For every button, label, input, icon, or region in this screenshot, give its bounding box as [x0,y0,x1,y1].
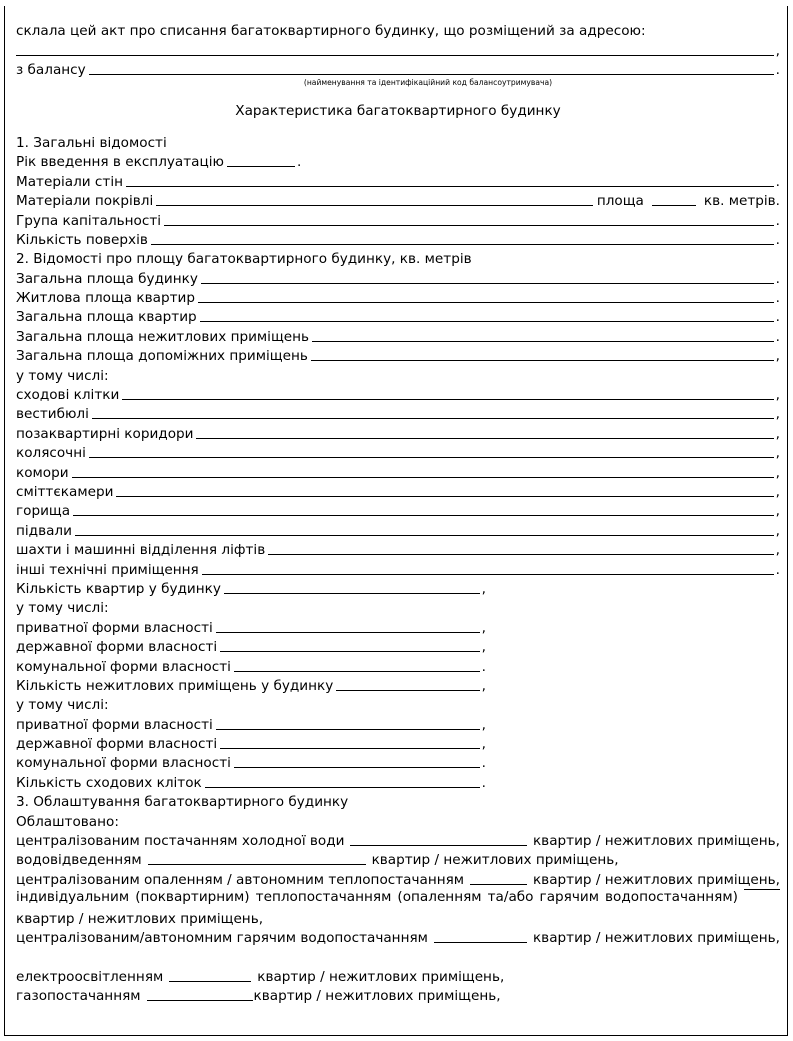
nonresidential-line: Загальна площа нежитлових приміщень . [16,328,780,345]
hot-water-field[interactable] [434,941,527,943]
gas-label: газопостачанням [16,988,141,1005]
unit-label: квартир / нежитлових приміщень, [532,871,780,888]
s1-title: 1. Загальні відомості [16,134,167,151]
nonresidential-field[interactable] [312,340,774,342]
apt-state-line: державної форми власності , [16,639,486,656]
sewer-line [16,849,780,868]
year-field[interactable] [227,165,295,167]
nonres-count-label: Кількість нежитлових приміщень у будинку [16,677,334,694]
floors-field[interactable] [151,243,774,245]
aux-item-field[interactable] [75,534,774,536]
apartments-field[interactable] [200,320,774,322]
nonres-state-field[interactable] [220,747,480,749]
nonres-count-field[interactable] [336,689,479,691]
stairs-count-line: Кількість сходових кліток . [16,774,486,791]
aux-item-row: інші технічні приміщення . [16,561,780,578]
incl-label: у тому числі: [16,697,109,714]
apt-state-field[interactable] [220,650,480,652]
heating-line [16,868,780,887]
unit-label: квартир / нежитлових приміщень, [532,833,780,850]
incl-line-3 [16,694,780,713]
apartments-line: Загальна площа квартир . [16,309,780,326]
nonres-communal-field[interactable] [234,766,480,768]
s2-title-line [16,248,780,267]
auxiliary-field[interactable] [311,359,774,361]
heating-field[interactable] [470,883,527,885]
aux-item-row: позаквартирні коридори , [16,425,780,442]
aux-item-field[interactable] [122,398,773,400]
aux-item-field[interactable] [116,495,773,497]
nonres-private-label: приватної форми власності [16,716,213,733]
section-heading: Характеристика багатоквартирного будинку [235,103,561,120]
aux-item-row: комори , [16,464,780,481]
s2-title: 2. Відомості про площу багатоквартирного будинку, кв. метрів [16,251,472,268]
living-line: Житлова площа квартир . [16,290,780,307]
nonres-private-line: приватної форми власності , [16,716,486,733]
nonres-communal-label: комунальної форми власності [16,755,231,772]
apt-communal-field[interactable] [234,670,480,672]
unit-label: квартир / нежитлових приміщень, [16,910,264,927]
aux-item-row: колясочні , [16,445,780,462]
capital-field[interactable] [164,224,774,226]
stairs-count-label: Кількість сходових кліток [16,774,202,791]
hot-water-line [16,927,780,946]
nonres-private-field[interactable] [216,728,480,730]
floors-line: Кількість поверхів . [16,231,780,248]
nonres-count-line: Кількість нежитлових приміщень у будинку , [16,677,486,694]
equipped-label: Облаштовано: [16,813,119,830]
apt-private-line: приватної форми власності , [16,619,486,636]
nonres-state-line: державної форми власності , [16,736,486,753]
aux-item-field[interactable] [202,573,774,575]
cold-water-label: централізованим постачанням холодної води [16,833,345,850]
aux-item-row: горища , [16,503,780,520]
aux-item-field[interactable] [72,476,774,478]
hot-water-label: централізованим/автономним гарячим водопостачанням [16,929,428,946]
apt-communal-line: комунальної форми власності . [16,658,486,675]
walls-label: Матеріали стін [16,173,123,190]
aux-item-label: вестибюлі [16,406,89,423]
individual-field[interactable] [744,888,780,890]
auxiliary-line: Загальна площа допоміжних приміщень , [16,348,780,365]
address-field[interactable] [16,54,774,56]
individual-unit-line [16,907,780,926]
s3-title-line [16,791,780,810]
heating-label: централізованим опаленням / автономним теплопостачанням [16,871,465,888]
area-label: площа [596,193,644,210]
capital-label: Група капітальності [16,212,162,229]
aux-item-field[interactable] [92,417,774,419]
individual-word: теплопостачанням [255,888,392,905]
aux-item-label: позаквартирні коридори [16,425,194,442]
floors-label: Кількість поверхів [16,231,148,248]
total-field[interactable] [201,282,774,284]
aux-item-field[interactable] [73,514,774,516]
walls-field[interactable] [126,185,774,187]
auxiliary-label: Загальна площа допоміжних приміщень [16,348,308,365]
roof-field[interactable] [156,204,593,206]
individual-word: та/або [487,888,534,905]
incl-label: у тому числі: [16,367,109,384]
individual-word: гарячим [539,888,599,905]
incl-line-2 [16,597,780,616]
form-content [16,20,780,1004]
nonresidential-label: Загальна площа нежитлових приміщень [16,328,310,345]
unit-label: квартир / нежитлових приміщень, [371,852,619,869]
balance-field[interactable] [89,73,774,75]
cold-water-line [16,830,780,849]
roof-line [16,190,780,209]
electric-field[interactable] [169,980,251,982]
individual-word: водопостачанням) [605,888,738,905]
apt-count-field[interactable] [224,592,480,594]
living-label: Житлова площа квартир [16,290,195,307]
apartments-label: Загальна площа квартир [16,309,197,326]
incl-line-1 [16,364,780,383]
aux-item-label: горища [16,503,71,520]
gas-line [16,985,780,1004]
sewer-field[interactable] [148,863,366,865]
year-label: Рік введення в експлуатацію [16,154,224,171]
intro-text: склала цей акт про списання багатоквартирного будинку, що розміщений за адресою: [16,23,646,40]
apt-private-label: приватної форми власності [16,619,213,636]
nonres-state-label: державної форми власності [16,736,218,753]
aux-item-field[interactable] [89,456,774,458]
balance-line: з балансу . [16,62,780,79]
unit-label: квартир / нежитлових приміщень, [532,929,780,946]
apt-private-field[interactable] [216,631,480,633]
aux-item-row: сміттєкамери , [16,483,780,500]
year-line: Рік введення в експлуатацію . [16,154,302,171]
aux-item-label: сходові клітки [16,387,120,404]
aux-item-label: колясочні [16,445,86,462]
individual-word: (поквартирним) [135,888,250,905]
total-line: Загальна площа будинку . [16,270,780,287]
aux-item-label: сміттєкамери [16,483,114,500]
individual-word: (опаленням [397,888,482,905]
aux-item-row: вестибюлі , [16,406,780,423]
incl-label: у тому числі: [16,600,109,617]
unit-label: квартир / нежитлових приміщень, [257,968,505,985]
stairs-count-field[interactable] [205,786,480,788]
roof-label: Матеріали покрівлі [16,193,154,210]
sewer-label: водовідведенням [16,852,142,869]
electric-label: електроосвітленням [16,968,164,985]
aux-item-label: інші технічні приміщення [16,561,199,578]
intro-line [16,20,780,39]
individual-word: індивідуальним [16,888,130,905]
cold-water-field[interactable] [350,844,526,846]
apt-communal-label: комунальної форми власності [16,658,231,675]
equipped-line [16,810,780,829]
apt-count-label: Кількість квартир у будинку [16,580,221,597]
individual-line [16,888,780,907]
capital-line: Група капітальності . [16,212,780,229]
aux-item-label: комори [16,464,69,481]
roof-area-field[interactable] [652,204,696,206]
aux-item-row: сходові клітки , [16,387,780,404]
apt-state-label: державної форми власності [16,639,218,656]
nonres-communal-line: комунальної форми власності . [16,755,486,772]
unit-label: квартир / нежитлових приміщень, [253,988,501,1005]
s1-title-line [16,132,780,151]
form-page [4,6,788,1036]
aux-item-field[interactable] [268,553,773,555]
sqm-label: кв. метрів. [703,193,780,210]
living-field[interactable] [198,301,774,303]
total-label: Загальна площа будинку [16,270,198,287]
aux-item-label: підвали [16,522,72,539]
aux-item-label: шахти і машинні відділення ліфтів [16,542,266,559]
balance-label: з балансу [16,62,86,79]
address-line: , [16,39,780,58]
apt-count-line: Кількість квартир у будинку , [16,580,486,597]
balance-caption: (найменування та ідентифікаційний код балансоутримувача) [303,78,553,88]
aux-item-field[interactable] [196,437,773,439]
s3-title: 3. Облаштування багатоквартирного будинку [16,794,349,811]
walls-line: Матеріали стін . [16,173,780,190]
aux-item-row: шахти і машинні відділення ліфтів , [16,542,780,559]
aux-item-row: підвали , [16,522,780,539]
gas-field[interactable] [147,999,253,1001]
electric-line [16,965,780,984]
